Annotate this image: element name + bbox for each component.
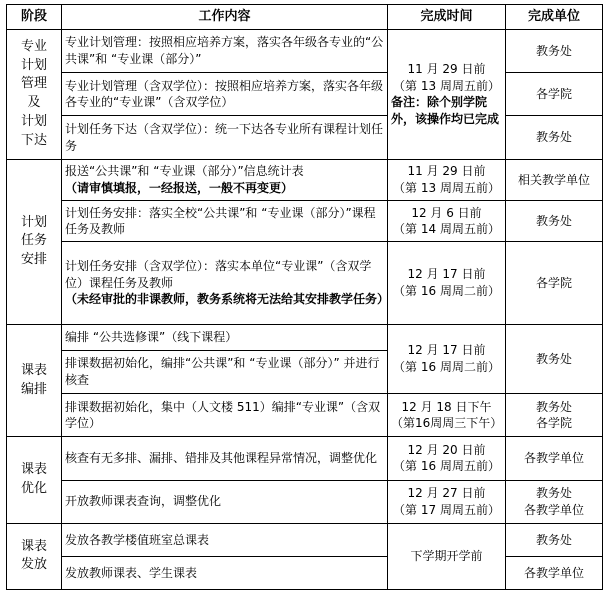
stage-text: 课表 — [20, 462, 47, 478]
time-next-semester: 下学期开学前 — [388, 523, 506, 589]
unit-r13: 各教学单位 — [506, 556, 603, 589]
time-dec17-merged — [388, 324, 506, 393]
stage-text: 计划 — [20, 214, 47, 230]
time-line: 12 月 27 日前 — [407, 486, 486, 501]
stage-text: 课表 — [20, 362, 47, 378]
content-text: 计划任务安排（含双学位）：落实本单位“专业课”（含双学位）课程任务及教师 — [65, 259, 372, 290]
time-line: （第 16 周周二前） — [393, 359, 500, 374]
table-row — [7, 324, 603, 350]
content-text: 报送“公共课”和 “专业课（部分）”信息统计表 — [65, 164, 304, 179]
unit-r5: 教务处 — [506, 201, 603, 242]
table-row — [7, 242, 603, 325]
table-row — [7, 556, 603, 589]
time-line: （第 16 周周五前） — [393, 459, 500, 474]
time-r6 — [388, 242, 506, 325]
unit-r1: 教务处 — [506, 29, 603, 72]
stage-text: 及 — [27, 95, 41, 111]
content-open-query: 开放教师课表查询，调整优化 — [62, 480, 388, 523]
unit-line: 各教学单位 — [523, 502, 584, 517]
time-line: （第 14 周周五前） — [393, 222, 500, 237]
content-task-major — [62, 242, 388, 325]
content-plan-issue: 计划任务下达（含双学位）：统一下达各专业所有课程计划任务 — [62, 116, 388, 159]
unit-r3: 教务处 — [506, 116, 603, 159]
content-plan-major: 专业计划管理（含双学位）：按照相应培养方案，落实各年级各专业的“专业课”（含双学位） — [62, 73, 388, 116]
header-content: 工作内容 — [62, 5, 388, 30]
content-plan-public: 专业计划管理：按照相应培养方案，落实各年级各专业的“公共课”和 “专业课（部分）” — [62, 29, 388, 72]
stage-text: 专业 — [20, 38, 47, 54]
stage-text: 计划 — [20, 57, 47, 73]
header-row — [7, 5, 603, 30]
unit-r10: 各教学单位 — [506, 437, 603, 480]
stage-optimize — [7, 437, 62, 524]
stage-text: 计划 — [20, 114, 47, 130]
content-publish-building: 发放各教学楼值班室总课表 — [62, 523, 388, 556]
time-line: （第 17 周周五前） — [393, 502, 500, 517]
time-r9 — [388, 393, 506, 436]
stage-text: 发放 — [20, 557, 47, 573]
stage-text: 编排 — [20, 381, 47, 397]
stage-timetable — [7, 324, 62, 436]
time-line: 12 月 18 日下午 — [401, 399, 492, 414]
time-line: 12 月 20 日前 — [407, 442, 486, 457]
stage-text: 任务 — [20, 233, 47, 249]
content-elective: 编排 “公共选修课”（线下课程） — [62, 324, 388, 350]
table-row — [7, 480, 603, 523]
stage-publish — [7, 523, 62, 589]
time-line: （第16周周三下午） — [391, 416, 503, 431]
time-line: （第 13 周周五前） — [393, 78, 500, 93]
time-line: 11 月 29 日前 — [407, 62, 486, 77]
table-row — [7, 116, 603, 159]
unit-r4: 相关教学单位 — [506, 159, 603, 200]
table-row — [7, 393, 603, 436]
stage-text: 安排 — [20, 252, 47, 268]
stage-schedule — [7, 159, 62, 324]
time-line: 12 月 17 日前 — [407, 343, 486, 358]
schedule-sheet — [6, 4, 602, 590]
content-init-major: 排课数据初始化，集中（人文楼 511）编排“专业课”（含双学位） — [62, 393, 388, 436]
time-nov29-merged — [388, 29, 506, 159]
stage-text: 管理 — [20, 76, 47, 92]
unit-r9 — [506, 393, 603, 436]
table-row — [7, 523, 603, 556]
content-warning: （未经审批的非课教师，教务系统将无法给其安排教学任务） — [65, 292, 390, 307]
unit-r6: 各学院 — [506, 242, 603, 325]
time-line: （第 13 周周五前） — [393, 180, 500, 195]
content-task-public: 计划任务安排：落实全校“公共课”和 “专业课（部分）”课程任务及教师 — [62, 201, 388, 242]
content-init-public: 排课数据初始化，编排“公共课”和 “专业课（部分）” 并进行核查 — [62, 350, 388, 393]
content-warning: （请审慎填报，一经报送，一般不再变更） — [65, 180, 294, 195]
unit-r2: 各学院 — [506, 73, 603, 116]
time-r5 — [388, 201, 506, 242]
stage-text: 优化 — [20, 481, 47, 497]
table-row — [7, 159, 603, 200]
time-line: （第 16 周周二前） — [393, 284, 500, 299]
table-row — [7, 437, 603, 480]
schedule-table — [6, 4, 603, 590]
time-r4 — [388, 159, 506, 200]
unit-line: 教务处 — [535, 486, 572, 501]
table-row — [7, 29, 603, 72]
unit-line: 教务处 — [535, 399, 572, 414]
unit-r12: 教务处 — [506, 523, 603, 556]
header-time: 完成时间 — [388, 5, 506, 30]
table-row — [7, 73, 603, 116]
stage-text: 下达 — [20, 132, 47, 148]
unit-r7-r8: 教务处 — [506, 324, 603, 393]
header-unit: 完成单位 — [506, 5, 603, 30]
time-line: 12 月 17 日前 — [407, 267, 486, 282]
time-line: 11 月 29 日前 — [407, 164, 486, 179]
stage-plan-management — [7, 29, 62, 159]
content-publish-teacher-student: 发放教师课表、学生课表 — [62, 556, 388, 589]
time-r10 — [388, 437, 506, 480]
unit-r11 — [506, 480, 603, 523]
header-stage: 阶段 — [7, 5, 62, 30]
unit-line: 各学院 — [535, 416, 572, 431]
note-text: 备注：除个别学院外，该操作均已完成 — [391, 95, 500, 126]
time-r11 — [388, 480, 506, 523]
time-line: 12 月 6 日前 — [411, 205, 482, 220]
stage-text: 课表 — [20, 538, 47, 554]
table-row — [7, 201, 603, 242]
content-report-stats — [62, 159, 388, 200]
content-check: 核查有无多排、漏排、错排及其他课程异常情况，调整优化 — [62, 437, 388, 480]
